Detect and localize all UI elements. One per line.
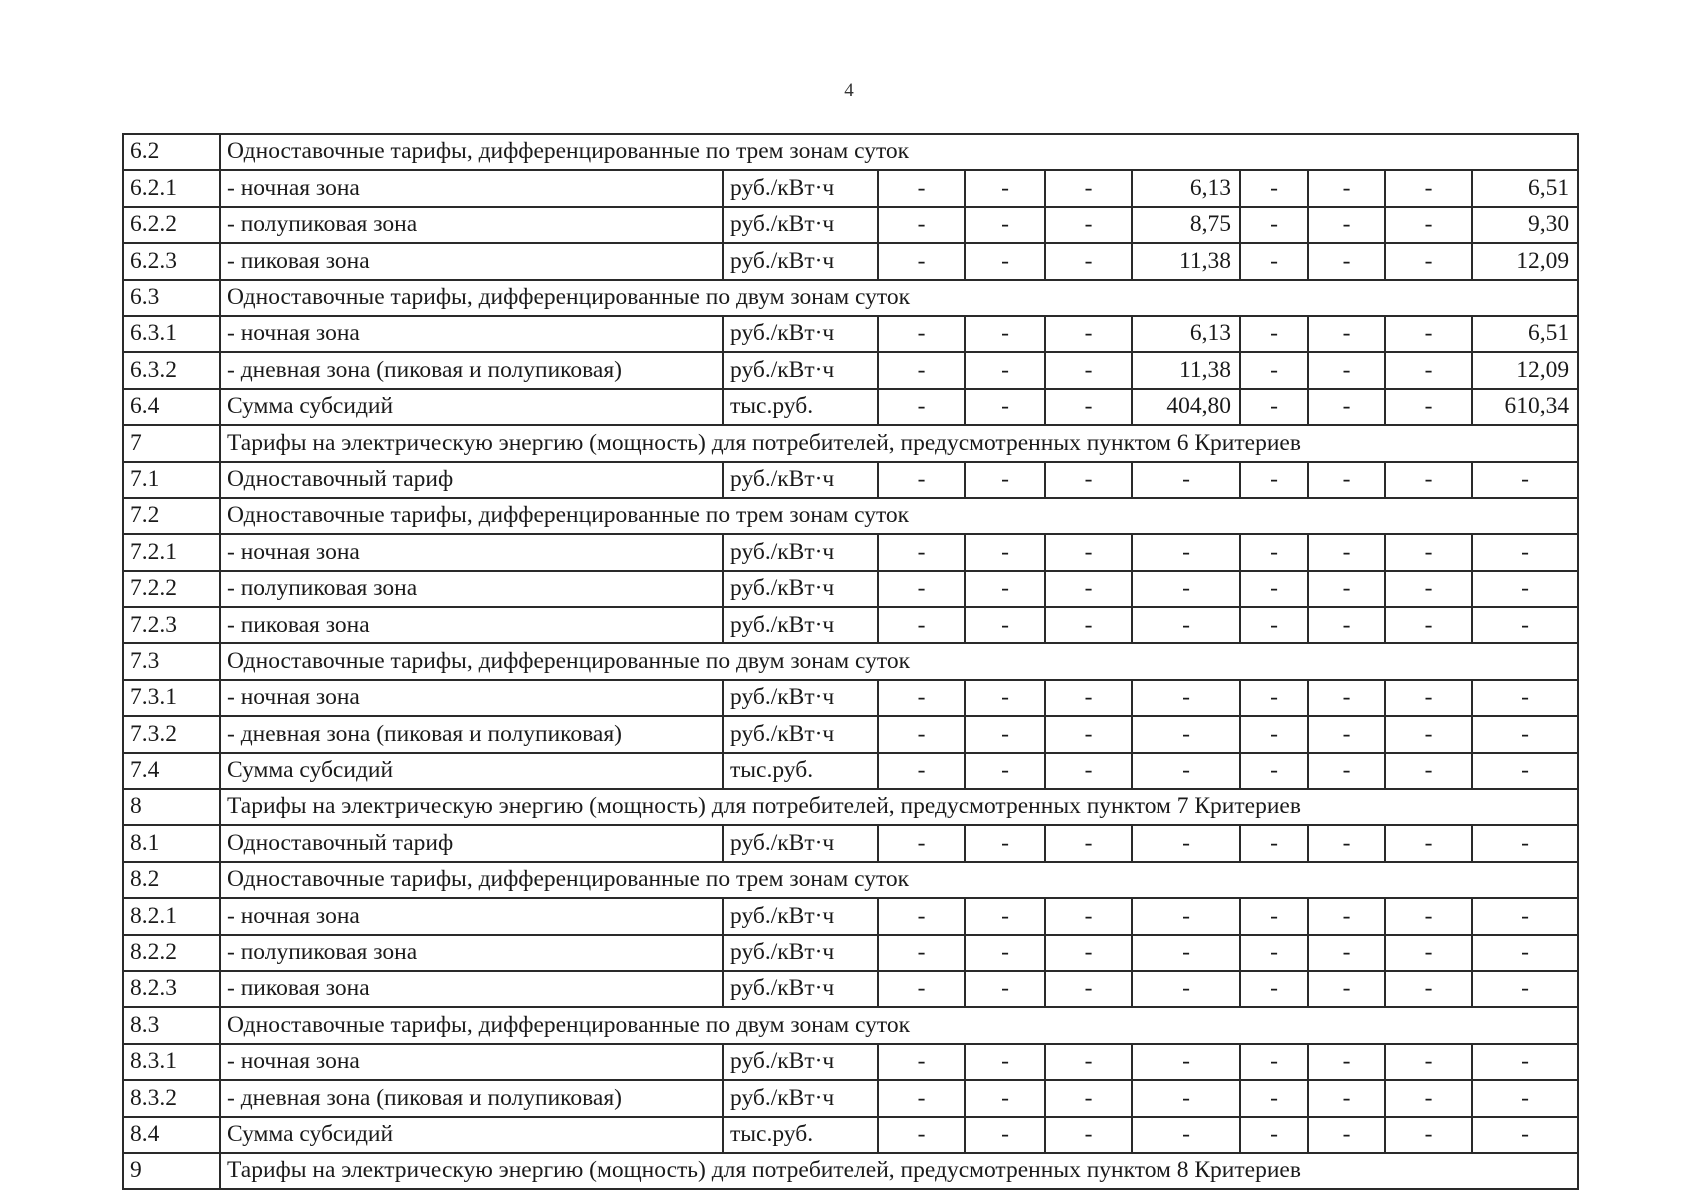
- value-cell: 6,13: [1132, 170, 1240, 206]
- table-row: [123, 607, 1578, 643]
- value-cell: -: [1240, 170, 1308, 206]
- value-cell: -: [965, 971, 1045, 1007]
- value-cell: -: [1132, 534, 1240, 570]
- value-cell: -: [1472, 680, 1578, 716]
- table-row: [123, 462, 1578, 498]
- row-name: - пиковая зона: [220, 607, 723, 643]
- row-number: 6.3.2: [123, 352, 220, 388]
- table-row: [123, 680, 1578, 716]
- value-cell: -: [1240, 389, 1308, 425]
- row-number: 7.3.2: [123, 716, 220, 752]
- value-cell: -: [965, 316, 1045, 352]
- value-cell: -: [1045, 607, 1132, 643]
- table-row: [123, 753, 1578, 789]
- row-number: 7.1: [123, 462, 220, 498]
- value-cell: -: [878, 207, 965, 243]
- table-row: [123, 170, 1578, 206]
- value-cell: -: [1045, 1117, 1132, 1153]
- value-cell: -: [1472, 462, 1578, 498]
- table-row: [123, 207, 1578, 243]
- value-cell: -: [1132, 462, 1240, 498]
- value-cell: -: [878, 534, 965, 570]
- value-cell: -: [1240, 716, 1308, 752]
- row-number: 8.3: [123, 1007, 220, 1043]
- value-cell: -: [965, 170, 1045, 206]
- value-cell: -: [1045, 898, 1132, 934]
- section-row: [123, 280, 1578, 316]
- value-cell: -: [965, 1044, 1045, 1080]
- table-row: [123, 971, 1578, 1007]
- value-cell: -: [1240, 352, 1308, 388]
- value-cell: -: [1472, 753, 1578, 789]
- row-number: 6.2: [123, 134, 220, 170]
- value-cell: -: [1385, 680, 1472, 716]
- table-row: [123, 825, 1578, 861]
- value-cell: -: [878, 680, 965, 716]
- value-cell: 11,38: [1132, 243, 1240, 279]
- value-cell: -: [1308, 898, 1385, 934]
- row-number: 7.4: [123, 753, 220, 789]
- value-cell: -: [1385, 170, 1472, 206]
- value-cell: 12,09: [1472, 243, 1578, 279]
- value-cell: -: [1240, 316, 1308, 352]
- value-cell: -: [1385, 534, 1472, 570]
- value-cell: 9,30: [1472, 207, 1578, 243]
- value-cell: -: [1045, 935, 1132, 971]
- row-unit: руб./кВт·ч: [723, 316, 878, 352]
- value-cell: -: [965, 534, 1045, 570]
- value-cell: -: [878, 1044, 965, 1080]
- value-cell: -: [1385, 753, 1472, 789]
- row-unit: руб./кВт·ч: [723, 207, 878, 243]
- table-row: [123, 935, 1578, 971]
- section-row: [123, 1153, 1578, 1189]
- value-cell: -: [1385, 971, 1472, 1007]
- row-number: 8.2: [123, 862, 220, 898]
- value-cell: -: [1045, 1044, 1132, 1080]
- row-name: - дневная зона (пиковая и полупиковая): [220, 1080, 723, 1116]
- value-cell: -: [1132, 971, 1240, 1007]
- value-cell: -: [965, 753, 1045, 789]
- section-title: Одноставочные тарифы, дифференцированные по трем зонам суток: [220, 134, 1578, 170]
- row-number: 7.2.3: [123, 607, 220, 643]
- section-row: [123, 643, 1578, 679]
- row-unit: руб./кВт·ч: [723, 170, 878, 206]
- value-cell: -: [1472, 971, 1578, 1007]
- value-cell: -: [1240, 680, 1308, 716]
- row-name: Одноставочный тариф: [220, 825, 723, 861]
- value-cell: -: [1308, 680, 1385, 716]
- value-cell: -: [1045, 207, 1132, 243]
- value-cell: -: [1045, 352, 1132, 388]
- table-row: [123, 389, 1578, 425]
- row-number: 8.3.1: [123, 1044, 220, 1080]
- value-cell: -: [1240, 898, 1308, 934]
- row-name: Сумма субсидий: [220, 1117, 723, 1153]
- row-unit: руб./кВт·ч: [723, 462, 878, 498]
- row-name: - ночная зона: [220, 170, 723, 206]
- value-cell: 6,51: [1472, 316, 1578, 352]
- value-cell: -: [1308, 935, 1385, 971]
- row-number: 7.3.1: [123, 680, 220, 716]
- value-cell: -: [878, 607, 965, 643]
- row-name: - дневная зона (пиковая и полупиковая): [220, 716, 723, 752]
- value-cell: -: [1240, 935, 1308, 971]
- value-cell: -: [1132, 680, 1240, 716]
- row-unit: тыс.руб.: [723, 753, 878, 789]
- row-name: - ночная зона: [220, 316, 723, 352]
- value-cell: -: [965, 680, 1045, 716]
- value-cell: -: [965, 571, 1045, 607]
- row-name: - ночная зона: [220, 680, 723, 716]
- value-cell: -: [965, 1117, 1045, 1153]
- table-row: [123, 316, 1578, 352]
- value-cell: -: [1045, 753, 1132, 789]
- section-row: [123, 134, 1578, 170]
- value-cell: -: [965, 462, 1045, 498]
- row-unit: руб./кВт·ч: [723, 898, 878, 934]
- row-name: - дневная зона (пиковая и полупиковая): [220, 352, 723, 388]
- value-cell: -: [1472, 534, 1578, 570]
- row-name: Сумма субсидий: [220, 389, 723, 425]
- row-number: 8: [123, 789, 220, 825]
- value-cell: -: [1472, 1044, 1578, 1080]
- table-row: [123, 571, 1578, 607]
- value-cell: -: [1385, 607, 1472, 643]
- value-cell: -: [878, 1080, 965, 1116]
- section-title: Тарифы на электрическую энергию (мощность) для потребителей, предусмотренных пунктом 7 Критериев: [220, 789, 1578, 825]
- row-number: 7: [123, 425, 220, 461]
- value-cell: -: [1132, 753, 1240, 789]
- row-unit: руб./кВт·ч: [723, 352, 878, 388]
- value-cell: -: [1472, 1080, 1578, 1116]
- row-number: 8.3.2: [123, 1080, 220, 1116]
- value-cell: -: [878, 898, 965, 934]
- value-cell: -: [1472, 898, 1578, 934]
- table-row: [123, 243, 1578, 279]
- value-cell: -: [965, 243, 1045, 279]
- row-name: - пиковая зона: [220, 243, 723, 279]
- table-row: [123, 898, 1578, 934]
- value-cell: -: [1385, 1044, 1472, 1080]
- value-cell: -: [1045, 462, 1132, 498]
- value-cell: 404,80: [1132, 389, 1240, 425]
- value-cell: -: [1472, 825, 1578, 861]
- value-cell: -: [1385, 316, 1472, 352]
- value-cell: -: [1472, 935, 1578, 971]
- value-cell: -: [1308, 825, 1385, 861]
- value-cell: -: [965, 898, 1045, 934]
- value-cell: -: [965, 352, 1045, 388]
- table-row: [123, 534, 1578, 570]
- value-cell: -: [1308, 462, 1385, 498]
- row-unit: руб./кВт·ч: [723, 971, 878, 1007]
- value-cell: -: [1240, 534, 1308, 570]
- section-title: Тарифы на электрическую энергию (мощность) для потребителей, предусмотренных пунктом 8 Критериев: [220, 1153, 1578, 1189]
- value-cell: -: [965, 607, 1045, 643]
- row-name: - полупиковая зона: [220, 571, 723, 607]
- row-number: 8.2.1: [123, 898, 220, 934]
- value-cell: -: [878, 243, 965, 279]
- value-cell: -: [1045, 534, 1132, 570]
- value-cell: 6,51: [1472, 170, 1578, 206]
- row-unit: руб./кВт·ч: [723, 825, 878, 861]
- value-cell: -: [1308, 534, 1385, 570]
- row-name: - пиковая зона: [220, 971, 723, 1007]
- row-unit: руб./кВт·ч: [723, 1080, 878, 1116]
- value-cell: -: [1385, 716, 1472, 752]
- value-cell: -: [1385, 207, 1472, 243]
- value-cell: -: [1240, 1044, 1308, 1080]
- section-title: Одноставочные тарифы, дифференцированные по трем зонам суток: [220, 862, 1578, 898]
- value-cell: -: [878, 389, 965, 425]
- value-cell: -: [1308, 1080, 1385, 1116]
- row-number: 6.3: [123, 280, 220, 316]
- row-unit: руб./кВт·ч: [723, 716, 878, 752]
- value-cell: -: [1385, 352, 1472, 388]
- value-cell: -: [1472, 607, 1578, 643]
- row-number: 6.2.2: [123, 207, 220, 243]
- value-cell: -: [1045, 680, 1132, 716]
- value-cell: -: [965, 389, 1045, 425]
- section-row: [123, 498, 1578, 534]
- value-cell: -: [1045, 170, 1132, 206]
- value-cell: -: [878, 571, 965, 607]
- value-cell: -: [1240, 971, 1308, 1007]
- value-cell: -: [965, 716, 1045, 752]
- value-cell: -: [878, 316, 965, 352]
- row-name: - полупиковая зона: [220, 935, 723, 971]
- value-cell: -: [1240, 243, 1308, 279]
- row-name: - ночная зона: [220, 898, 723, 934]
- row-unit: руб./кВт·ч: [723, 680, 878, 716]
- value-cell: -: [1472, 571, 1578, 607]
- table-row: [123, 1117, 1578, 1153]
- value-cell: -: [1045, 316, 1132, 352]
- value-cell: -: [1045, 389, 1132, 425]
- value-cell: -: [878, 753, 965, 789]
- value-cell: -: [878, 170, 965, 206]
- value-cell: -: [965, 825, 1045, 861]
- value-cell: -: [1240, 825, 1308, 861]
- value-cell: -: [1240, 753, 1308, 789]
- row-name: - ночная зона: [220, 534, 723, 570]
- value-cell: -: [1385, 1080, 1472, 1116]
- section-title: Одноставочные тарифы, дифференцированные по двум зонам суток: [220, 643, 1578, 679]
- value-cell: -: [1308, 389, 1385, 425]
- value-cell: -: [1045, 243, 1132, 279]
- row-number: 8.4: [123, 1117, 220, 1153]
- value-cell: -: [1308, 243, 1385, 279]
- value-cell: -: [1472, 716, 1578, 752]
- value-cell: 11,38: [1132, 352, 1240, 388]
- value-cell: -: [1308, 316, 1385, 352]
- value-cell: -: [1308, 1117, 1385, 1153]
- row-number: 7.2.2: [123, 571, 220, 607]
- value-cell: -: [878, 716, 965, 752]
- table-row: [123, 352, 1578, 388]
- value-cell: -: [1132, 1044, 1240, 1080]
- tariff-table: [122, 133, 1579, 1190]
- row-unit: тыс.руб.: [723, 1117, 878, 1153]
- value-cell: -: [965, 1080, 1045, 1116]
- row-unit: руб./кВт·ч: [723, 1044, 878, 1080]
- section-row: [123, 862, 1578, 898]
- value-cell: -: [1132, 1080, 1240, 1116]
- row-name: Одноставочный тариф: [220, 462, 723, 498]
- value-cell: 12,09: [1472, 352, 1578, 388]
- value-cell: -: [1308, 716, 1385, 752]
- value-cell: -: [1132, 571, 1240, 607]
- section-row: [123, 1007, 1578, 1043]
- value-cell: -: [1385, 1117, 1472, 1153]
- row-name: Сумма субсидий: [220, 753, 723, 789]
- section-row: [123, 425, 1578, 461]
- value-cell: -: [1308, 607, 1385, 643]
- tariff-table-body: [123, 134, 1578, 1189]
- value-cell: -: [1132, 935, 1240, 971]
- row-number: 8.2.2: [123, 935, 220, 971]
- value-cell: -: [1240, 207, 1308, 243]
- value-cell: 610,34: [1472, 389, 1578, 425]
- section-title: Одноставочные тарифы, дифференцированные по двум зонам суток: [220, 280, 1578, 316]
- value-cell: -: [1385, 935, 1472, 971]
- value-cell: -: [1240, 1117, 1308, 1153]
- table-row: [123, 1044, 1578, 1080]
- value-cell: -: [1132, 716, 1240, 752]
- row-number: 6.4: [123, 389, 220, 425]
- value-cell: 8,75: [1132, 207, 1240, 243]
- value-cell: -: [878, 935, 965, 971]
- value-cell: -: [1385, 389, 1472, 425]
- value-cell: -: [1308, 571, 1385, 607]
- value-cell: -: [1132, 1117, 1240, 1153]
- table-row: [123, 1080, 1578, 1116]
- section-title: Одноставочные тарифы, дифференцированные по трем зонам суток: [220, 498, 1578, 534]
- value-cell: -: [1132, 607, 1240, 643]
- row-number: 9: [123, 1153, 220, 1189]
- value-cell: 6,13: [1132, 316, 1240, 352]
- value-cell: -: [1132, 898, 1240, 934]
- value-cell: -: [965, 207, 1045, 243]
- row-name: - ночная зона: [220, 1044, 723, 1080]
- value-cell: -: [1045, 971, 1132, 1007]
- value-cell: -: [1385, 243, 1472, 279]
- section-title: Тарифы на электрическую энергию (мощность) для потребителей, предусмотренных пунктом 6 Критериев: [220, 425, 1578, 461]
- row-number: 7.3: [123, 643, 220, 679]
- section-row: [123, 789, 1578, 825]
- value-cell: -: [1308, 352, 1385, 388]
- value-cell: -: [1308, 753, 1385, 789]
- value-cell: -: [1308, 1044, 1385, 1080]
- row-unit: руб./кВт·ч: [723, 935, 878, 971]
- value-cell: -: [878, 971, 965, 1007]
- row-number: 6.2.3: [123, 243, 220, 279]
- row-unit: тыс.руб.: [723, 389, 878, 425]
- value-cell: -: [1240, 607, 1308, 643]
- value-cell: -: [878, 462, 965, 498]
- value-cell: -: [1045, 571, 1132, 607]
- value-cell: -: [1240, 1080, 1308, 1116]
- row-unit: руб./кВт·ч: [723, 607, 878, 643]
- value-cell: -: [1045, 716, 1132, 752]
- section-title: Одноставочные тарифы, дифференцированные по двум зонам суток: [220, 1007, 1578, 1043]
- value-cell: -: [1385, 462, 1472, 498]
- page-number: 4: [844, 80, 854, 101]
- row-name: - полупиковая зона: [220, 207, 723, 243]
- value-cell: -: [1385, 571, 1472, 607]
- value-cell: -: [1240, 571, 1308, 607]
- value-cell: -: [1045, 825, 1132, 861]
- value-cell: -: [1045, 1080, 1132, 1116]
- row-unit: руб./кВт·ч: [723, 243, 878, 279]
- row-number: 8.2.3: [123, 971, 220, 1007]
- row-number: 8.1: [123, 825, 220, 861]
- value-cell: -: [1132, 825, 1240, 861]
- row-number: 6.3.1: [123, 316, 220, 352]
- row-number: 7.2.1: [123, 534, 220, 570]
- value-cell: -: [1308, 971, 1385, 1007]
- row-unit: руб./кВт·ч: [723, 534, 878, 570]
- row-number: 7.2: [123, 498, 220, 534]
- value-cell: -: [1385, 898, 1472, 934]
- value-cell: -: [1308, 170, 1385, 206]
- table-row: [123, 716, 1578, 752]
- value-cell: -: [965, 935, 1045, 971]
- row-unit: руб./кВт·ч: [723, 571, 878, 607]
- value-cell: -: [878, 1117, 965, 1153]
- value-cell: -: [878, 825, 965, 861]
- value-cell: -: [1385, 825, 1472, 861]
- row-number: 6.2.1: [123, 170, 220, 206]
- value-cell: -: [1240, 462, 1308, 498]
- value-cell: -: [1472, 1117, 1578, 1153]
- value-cell: -: [1308, 207, 1385, 243]
- value-cell: -: [878, 352, 965, 388]
